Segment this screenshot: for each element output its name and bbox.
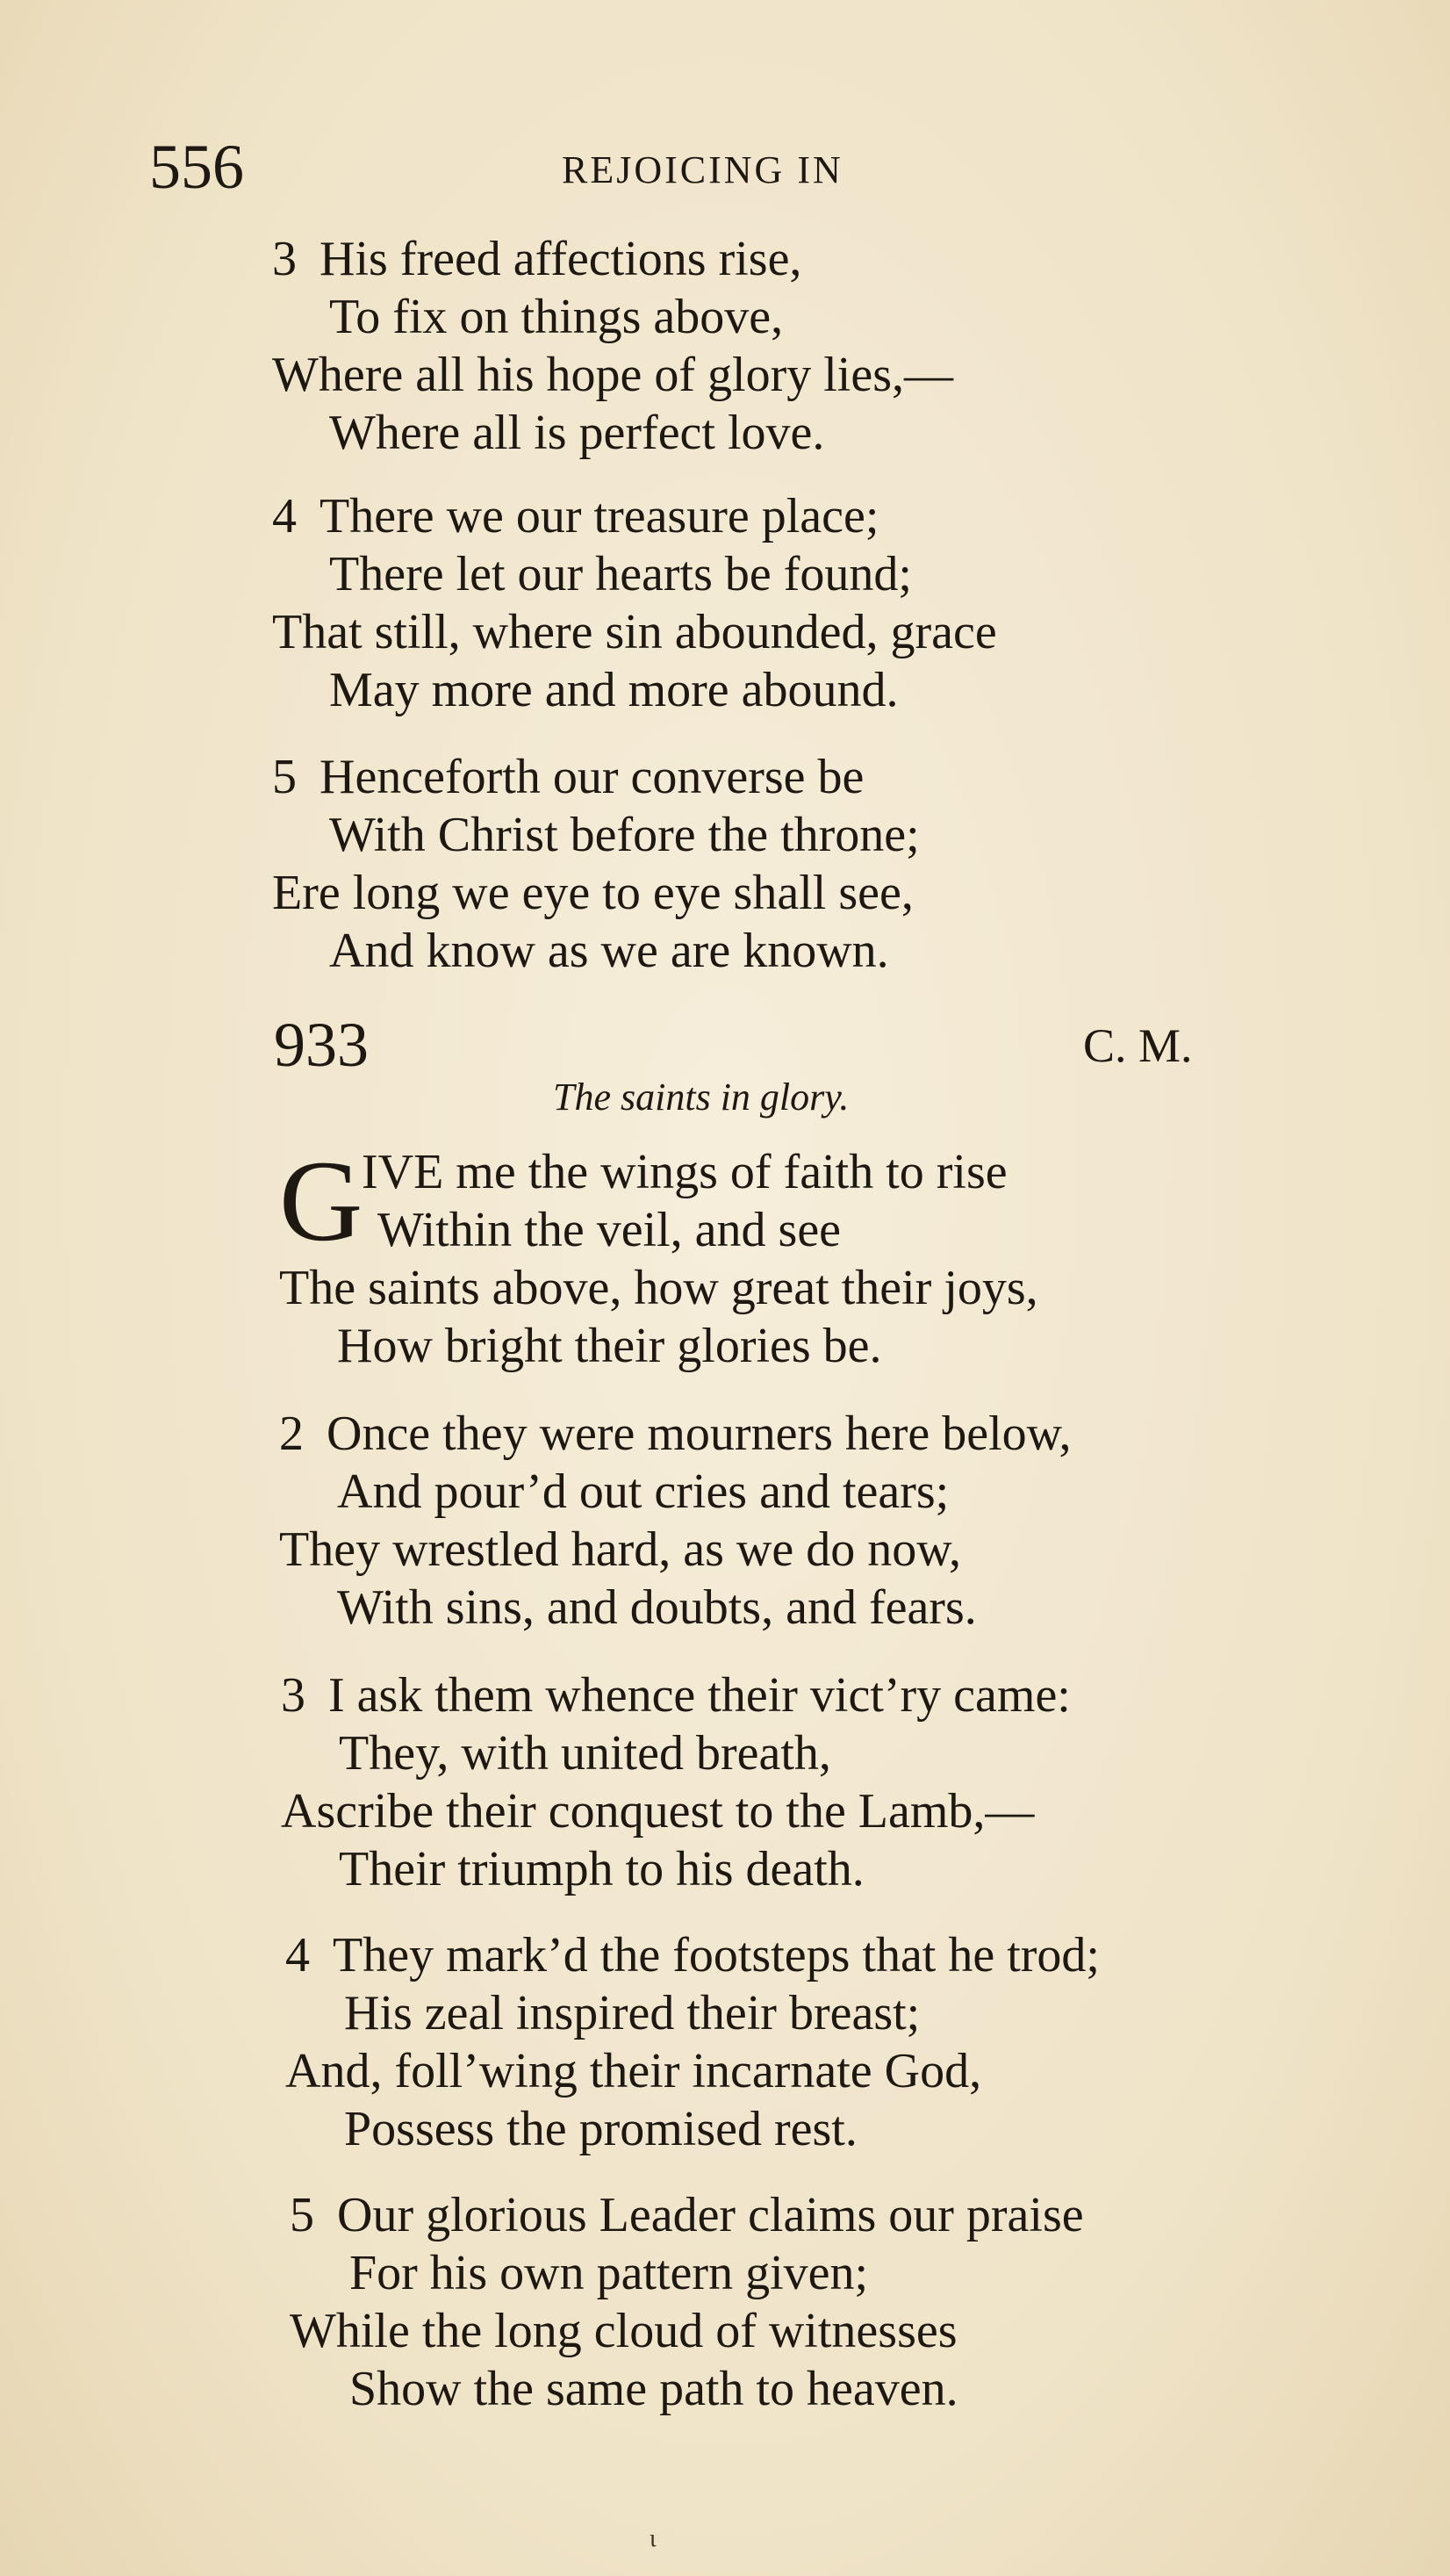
- stanza-line: [285, 1926, 1100, 1984]
- stanza-line: [272, 487, 879, 545]
- stanza-line: Where all his hope of glory lies,—: [272, 348, 954, 402]
- line-text: Our glorious Leader claims our praise: [337, 2188, 1084, 2242]
- stanza-number: 2: [279, 1407, 304, 1461]
- drop-cap: G: [279, 1136, 363, 1265]
- stanza-line: Possess the promised rest.: [344, 2102, 858, 2156]
- stanza-line: Ere long we eye to eye shall see,: [272, 866, 914, 920]
- stanza-line: With sins, and doubts, and fears.: [337, 1580, 977, 1635]
- stanza-line: [272, 230, 801, 288]
- stanza-number: 4: [285, 1928, 310, 1982]
- line-text: His freed affections rise,: [319, 232, 802, 286]
- stanza-number: 3: [272, 232, 297, 286]
- line-text: There we our treasure place;: [319, 489, 879, 543]
- stanza-line: Where all is perfect love.: [329, 406, 825, 460]
- hymn-title: The saints in glory.: [553, 1076, 850, 1119]
- line-text: I ask them whence their vict’ry came:: [328, 1668, 1071, 1723]
- stanza-line: And, foll’wing their incarnate God,: [285, 2044, 982, 2098]
- stanza-line: For his own pattern given;: [349, 2246, 869, 2300]
- hymn-number: 933: [274, 1010, 369, 1080]
- stanza-line: His zeal inspired their breast;: [344, 1986, 921, 2040]
- stanza-line: To fix on things above,: [329, 290, 784, 344]
- stanza-line: [290, 2186, 1084, 2244]
- stanza-line: [281, 1666, 1071, 1724]
- footer-mark: ι: [650, 2525, 657, 2552]
- stanza-line: [272, 748, 864, 806]
- stanza-number: 3: [281, 1668, 305, 1723]
- stanza-line: They, with united breath,: [339, 1726, 831, 1781]
- stanza-line: Within the veil, and see: [377, 1203, 842, 1257]
- stanza-line: While the long cloud of witnesses: [290, 2304, 958, 2358]
- stanza-line: There let our hearts be found;: [329, 547, 912, 601]
- stanza-line: Their triumph to his death.: [339, 1842, 865, 1896]
- page-number: 556: [149, 132, 244, 202]
- line-text: Once they were mourners here below,: [327, 1407, 1072, 1461]
- stanza-line: Show the same path to heaven.: [349, 2362, 958, 2416]
- stanza-line: And know as we are known.: [329, 924, 889, 978]
- page-header: [149, 132, 1290, 211]
- stanza-line: [279, 1405, 1071, 1463]
- stanza-line: And pour’d out cries and tears;: [337, 1464, 950, 1519]
- stanza-line: How bright their glories be.: [337, 1319, 882, 1373]
- hymn-meter: C. M.: [1083, 1019, 1193, 1072]
- stanza-number: 5: [272, 750, 297, 804]
- stanza-line: They wrestled hard, as we do now,: [279, 1522, 962, 1577]
- running-head: REJOICING IN: [562, 148, 843, 191]
- stanza-line: The saints above, how great their joys,: [279, 1261, 1038, 1315]
- stanza-number: 4: [272, 489, 297, 543]
- stanza-line: That still, where sin abounded, grace: [272, 605, 997, 659]
- line-text: They mark’d the footsteps that he trod;: [333, 1928, 1100, 1982]
- stanza-number: 5: [290, 2188, 314, 2242]
- line-text: Henceforth our converse be: [319, 750, 865, 804]
- stanza-line: With Christ before the throne;: [329, 808, 920, 862]
- stanza-line: IVE me the wings of faith to rise: [362, 1145, 1008, 1199]
- stanza-line: May more and more abound.: [329, 663, 899, 717]
- stanza-line: Ascribe their conquest to the Lamb,—: [281, 1784, 1035, 1838]
